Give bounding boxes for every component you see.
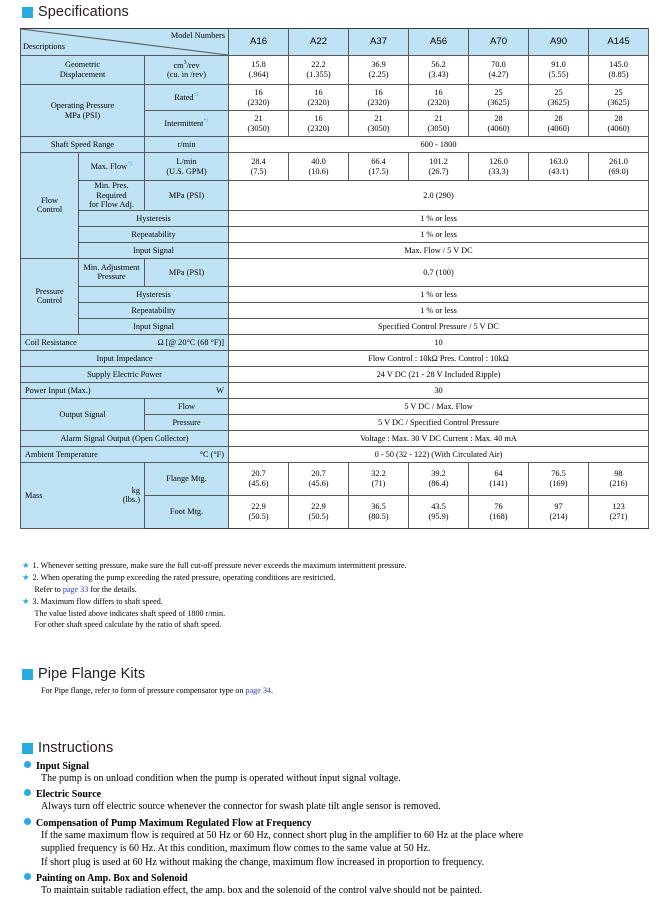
output-flow-label: Flow — [145, 398, 229, 414]
mass-unit-lbs: (lbs.) — [122, 495, 140, 505]
table-cell: 28 (4060) — [469, 111, 529, 137]
min-adjustment-unit: MPa (PSI) — [145, 258, 229, 286]
model-header-a16: A16 — [229, 29, 289, 56]
power-input-value: 30 — [229, 382, 649, 398]
output-pressure-label: Pressure — [145, 414, 229, 430]
min-pres-value: 2.0 (290) — [229, 181, 649, 211]
table-cell: 22.9 (50.5) — [289, 495, 349, 528]
table-cell: 32.2 (71) — [349, 462, 409, 495]
pipe-flange-text-post: . — [270, 686, 273, 695]
table-cell: 16 (2320) — [349, 85, 409, 111]
instruction-line-1-0: Always turn off electric source whenever the connector for swash plate tilt angle sensor is removed. — [41, 801, 441, 813]
table-cell: 76 (168) — [469, 495, 529, 528]
table-cell: 126.0 (33.3) — [469, 153, 529, 181]
footnote-2-line-2-post: for the details. — [88, 584, 137, 594]
table-cell: 21 (3050) — [229, 111, 289, 137]
rated-label: Rated$^{*2}$ — [145, 85, 229, 111]
bullet-dot-icon — [24, 818, 31, 825]
geometric-displacement-label: Geometric Displacement — [21, 56, 145, 85]
power-input-unit: W — [216, 385, 225, 395]
model-header-a22: A22 — [289, 29, 349, 56]
coil-resistance-value: 10 — [229, 334, 649, 350]
table-cell: 98 (216) — [589, 462, 649, 495]
table-cell: 28 (4060) — [529, 111, 589, 137]
pipe-flange-text — [41, 686, 273, 695]
specifications-title: Specifications — [38, 4, 129, 20]
pressure-input-signal-value: Specified Control Pressure / 5 V DC — [229, 318, 649, 334]
table-cell: 101.2 (26.7) — [409, 153, 469, 181]
flow-hysteresis-value: 1 % or less — [229, 210, 649, 226]
row-operating-pressure-rated — [21, 85, 649, 111]
table-cell: 91.0 (5.55) — [529, 56, 589, 85]
instructions-title: Instructions — [38, 740, 114, 756]
mass-label-cell — [21, 462, 145, 528]
table-cell: 16 (2320) — [289, 85, 349, 111]
pressure-repeatability-label: Repeatability — [79, 302, 229, 318]
table-cell: 261.0 (69.0) — [589, 153, 649, 181]
footnote-3-line-2: The value listed above indicates shaft speed of 1800 r/min. — [34, 608, 226, 618]
star-icon: ★ — [22, 597, 30, 607]
table-cell: 39.2 (86.4) — [409, 462, 469, 495]
page-34-link[interactable]: page 34 — [245, 686, 271, 695]
supply-electric-power-label: Supply Electric Power — [21, 366, 229, 382]
foot-mtg-label: Foot Mtg. — [145, 495, 229, 528]
shaft-speed-range-value: 600 - 1800 — [229, 137, 649, 153]
row-mass-flange — [21, 462, 649, 495]
table-cell: 76.5 (169) — [529, 462, 589, 495]
star-icon: ★ — [22, 573, 30, 583]
table-cell: 43.5 (95.9) — [409, 495, 469, 528]
table-cell: 21 (3050) — [409, 111, 469, 137]
table-cell: 20.7 (45.6) — [229, 462, 289, 495]
instruction-line-2-0: If the same maximum flow is required at 50 Hz or 60 Hz, connect short plug in the amplifier to 60 Hz at the place where — [41, 829, 524, 841]
descriptions-label: Descriptions — [23, 42, 65, 52]
table-cell: 22.9 (50.5) — [229, 495, 289, 528]
row-min-adjustment-pressure — [21, 258, 649, 286]
footnote-3-num: 3. — [32, 597, 39, 607]
min-pres-label: Min. Pres. Required for Flow Adj. — [79, 181, 145, 211]
instruction-item-compensation — [24, 818, 644, 869]
instructions-heading — [22, 740, 113, 756]
max-flow-unit: L/min (U.S. GPM) — [145, 153, 229, 181]
alarm-signal-value: Voltage : Max. 30 V DC Current : Max. 40 mA — [229, 430, 649, 446]
pipe-flange-title: Pipe Flange Kits — [38, 666, 146, 682]
geometric-displacement-unit: $cm^3$/rev (cu. in /rev) — [145, 56, 229, 85]
table-cell: 40.0 (10.6) — [289, 153, 349, 181]
footnote-marker-3: *3 — [127, 161, 133, 168]
instruction-heading-0: Input Signal — [36, 761, 90, 772]
operating-pressure-label: Operating Pressure MPa (PSI) — [21, 85, 145, 137]
pressure-input-signal-label: Input Signal — [79, 318, 229, 334]
row-pressure-repeatability — [21, 302, 649, 318]
pressure-repeatability-value: 1 % or less — [229, 302, 649, 318]
instruction-heading-3: Painting on Amp. Box and Solenoid — [36, 872, 188, 884]
table-cell: 123 (271) — [589, 495, 649, 528]
table-cell: 36.9 (2.25) — [349, 56, 409, 85]
pipe-flange-text-pre: For Pipe flange, refer to form of pressure compensator type on — [41, 686, 246, 695]
row-shaft-speed-range — [21, 137, 649, 153]
instruction-item-input-signal — [24, 761, 644, 785]
table-cell: 56.2 (3.43) — [409, 56, 469, 85]
output-flow-value: 5 V DC / Max. Flow — [229, 398, 649, 414]
row-coil-resistance — [21, 334, 649, 350]
blue-square-icon — [22, 743, 33, 754]
intermittent-label: Intermittent$^{*1}$ — [145, 111, 229, 137]
footnote-marker-1: *1 — [203, 118, 209, 125]
table-cell: 20.7 (45.6) — [289, 462, 349, 495]
table-cell: 145.0 (8.85) — [589, 56, 649, 85]
row-flow-input-signal — [21, 242, 649, 258]
row-min-pres-required — [21, 181, 649, 211]
ambient-temperature-unit: °C (°F) — [199, 449, 225, 459]
instruction-line-2-1: supplied frequency is 60 Hz. At this condition, maximum flow comes to the same value at 50 Hz. — [41, 843, 431, 855]
ambient-temperature-value: 0 - 50 (32 - 122) (With Circulated Air) — [229, 446, 649, 462]
shaft-speed-range-unit: r/min — [145, 137, 229, 153]
row-output-signal-flow — [21, 398, 649, 414]
row-pressure-input-signal — [21, 318, 649, 334]
table-cell: 22.2 (1.355) — [289, 56, 349, 85]
row-flow-repeatability — [21, 226, 649, 242]
flow-repeatability-label: Repeatability — [79, 226, 229, 242]
footnotes-block — [22, 560, 642, 632]
footnote-marker-2: *2 — [193, 92, 199, 99]
table-cell: 28.4 (7.5) — [229, 153, 289, 181]
model-header-a56: A56 — [409, 29, 469, 56]
footnote-2 — [22, 572, 642, 595]
instruction-item-electric-source — [24, 789, 644, 813]
table-cell: 16 (2320) — [409, 85, 469, 111]
table-cell: 16 (2320) — [229, 85, 289, 111]
flow-hysteresis-label: Hysteresis — [79, 210, 229, 226]
power-input-label-cell — [21, 382, 229, 398]
specifications-table-wrap — [20, 28, 649, 529]
power-input-label: Power Input (Max.) — [25, 385, 91, 395]
footnote-2-line-2-pre: Refer to — [34, 584, 63, 594]
row-alarm-signal — [21, 430, 649, 446]
model-header-a70: A70 — [469, 29, 529, 56]
row-geometric-displacement — [21, 56, 649, 85]
table-cell: 16 (2320) — [289, 111, 349, 137]
table-cell: 97 (214) — [529, 495, 589, 528]
specifications-table — [20, 28, 649, 529]
row-supply-electric-power — [21, 366, 649, 382]
table-cell: 70.0 (4.27) — [469, 56, 529, 85]
supply-electric-power-value: 24 V DC (21 - 28 V Included Ripple) — [229, 366, 649, 382]
max-flow-label: Max. Flow$^{*3}$ — [79, 153, 145, 181]
ambient-temperature-label-cell — [21, 446, 229, 462]
input-impedance-label: Input Impedance — [21, 350, 229, 366]
alarm-signal-label: Alarm Signal Output (Open Collector) — [21, 430, 229, 446]
header-diagonal-cell — [21, 29, 229, 56]
table-header-row — [21, 29, 649, 56]
table-cell: 25 (3625) — [529, 85, 589, 111]
footnote-2-num: 2. — [32, 573, 39, 583]
instruction-line-2-2: If short plug is used at 60 Hz without making the change, maximum flow increased in proportion to frequency. — [41, 856, 485, 868]
table-cell: 28 (4060) — [589, 111, 649, 137]
row-flow-hysteresis — [21, 210, 649, 226]
bullet-dot-icon — [24, 789, 31, 796]
min-pres-unit: MPa (PSI) — [145, 181, 229, 211]
pressure-hysteresis-label: Hysteresis — [79, 286, 229, 302]
table-cell: 21 (3050) — [349, 111, 409, 137]
instruction-heading-1: Electric Source — [36, 789, 102, 801]
flow-control-group-label: Flow Control — [21, 153, 79, 259]
model-numbers-label: Model Numbers — [170, 31, 226, 40]
blue-square-icon — [22, 669, 33, 680]
footnote-1 — [22, 560, 642, 571]
row-input-impedance — [21, 350, 649, 366]
instruction-line-0-0: The pump is on unload condition when the pump is operated without input signal voltage. — [41, 773, 401, 784]
table-cell: 66.4 (17.5) — [349, 153, 409, 181]
blue-square-icon — [22, 7, 33, 18]
table-cell: 64 (141) — [469, 462, 529, 495]
output-signal-label: Output Signal — [21, 398, 145, 430]
shaft-speed-range-label: Shaft Speed Range — [21, 137, 145, 153]
row-ambient-temperature — [21, 446, 649, 462]
row-power-input — [21, 382, 649, 398]
footnote-3-line-3: For other shaft speed calculate by the ratio of shaft speed. — [34, 620, 222, 630]
model-header-a145: A145 — [589, 29, 649, 56]
coil-resistance-label-cell — [21, 334, 229, 350]
coil-resistance-label: Coil Resistance — [25, 337, 77, 347]
input-impedance-value: Flow Control : 10kΩ Pres. Control : 10kΩ — [229, 350, 649, 366]
instruction-item-painting — [24, 873, 644, 897]
flow-input-signal-label: Input Signal — [79, 242, 229, 258]
pressure-control-group-label: Pressure Control — [21, 258, 79, 334]
footnote-1-line-1: Whenever setting pressure, make sure the full cut-off pressure never exceeds the maximum intermittent pressure. — [40, 561, 407, 570]
mass-unit-kg: kg — [131, 485, 140, 495]
instructions-list — [24, 757, 644, 897]
pressure-hysteresis-value: 1 % or less — [229, 286, 649, 302]
footnote-3 — [22, 596, 642, 630]
instruction-heading-2: Compensation of Pump Maximum Regulated Flow at Frequency — [36, 817, 312, 829]
ambient-temperature-label: Ambient Temperature — [25, 449, 98, 459]
bullet-dot-icon — [24, 873, 31, 880]
table-cell: 36.5 (80.5) — [349, 495, 409, 528]
specifications-heading — [22, 4, 129, 20]
model-header-a90: A90 — [529, 29, 589, 56]
table-cell: 15.8 (.964) — [229, 56, 289, 85]
row-max-flow — [21, 153, 649, 181]
unit-cm3-rev: $cm^3$/rev — [173, 60, 200, 70]
table-cell: 163.0 (43.1) — [529, 153, 589, 181]
instruction-line-3-0: To maintain suitable radiation effect, the amp. box and the solenoid of the control valve should not be painted. — [41, 884, 482, 896]
model-header-a37: A37 — [349, 29, 409, 56]
coil-resistance-unit: Ω [@ 20°C (68 °F)] — [157, 337, 225, 347]
output-pressure-value: 5 V DC / Specified Control Pressure — [229, 414, 649, 430]
bullet-dot-icon — [24, 761, 31, 768]
min-adjustment-label: Min. Adjustment Pressure — [79, 258, 145, 286]
page-33-link[interactable]: page 33 — [62, 584, 89, 594]
footnote-1-num: 1. — [32, 561, 39, 570]
flange-mtg-label: Flange Mtg. — [145, 462, 229, 495]
flow-input-signal-value: Max. Flow / 5 V DC — [229, 242, 649, 258]
mass-label: Mass — [25, 490, 43, 500]
min-adjustment-value: 0.7 (100) — [229, 258, 649, 286]
footnote-3-line-1: Maximum flow differs to shaft speed. — [40, 597, 163, 607]
table-cell: 25 (3625) — [589, 85, 649, 111]
footnote-2-line-1: When operating the pump exceeding the rated pressure, operating conditions are restricted. — [40, 573, 336, 583]
flow-repeatability-value: 1 % or less — [229, 226, 649, 242]
star-icon: ★ — [22, 561, 30, 570]
row-pressure-hysteresis — [21, 286, 649, 302]
pipe-flange-heading — [22, 666, 145, 682]
table-cell: 25 (3625) — [469, 85, 529, 111]
